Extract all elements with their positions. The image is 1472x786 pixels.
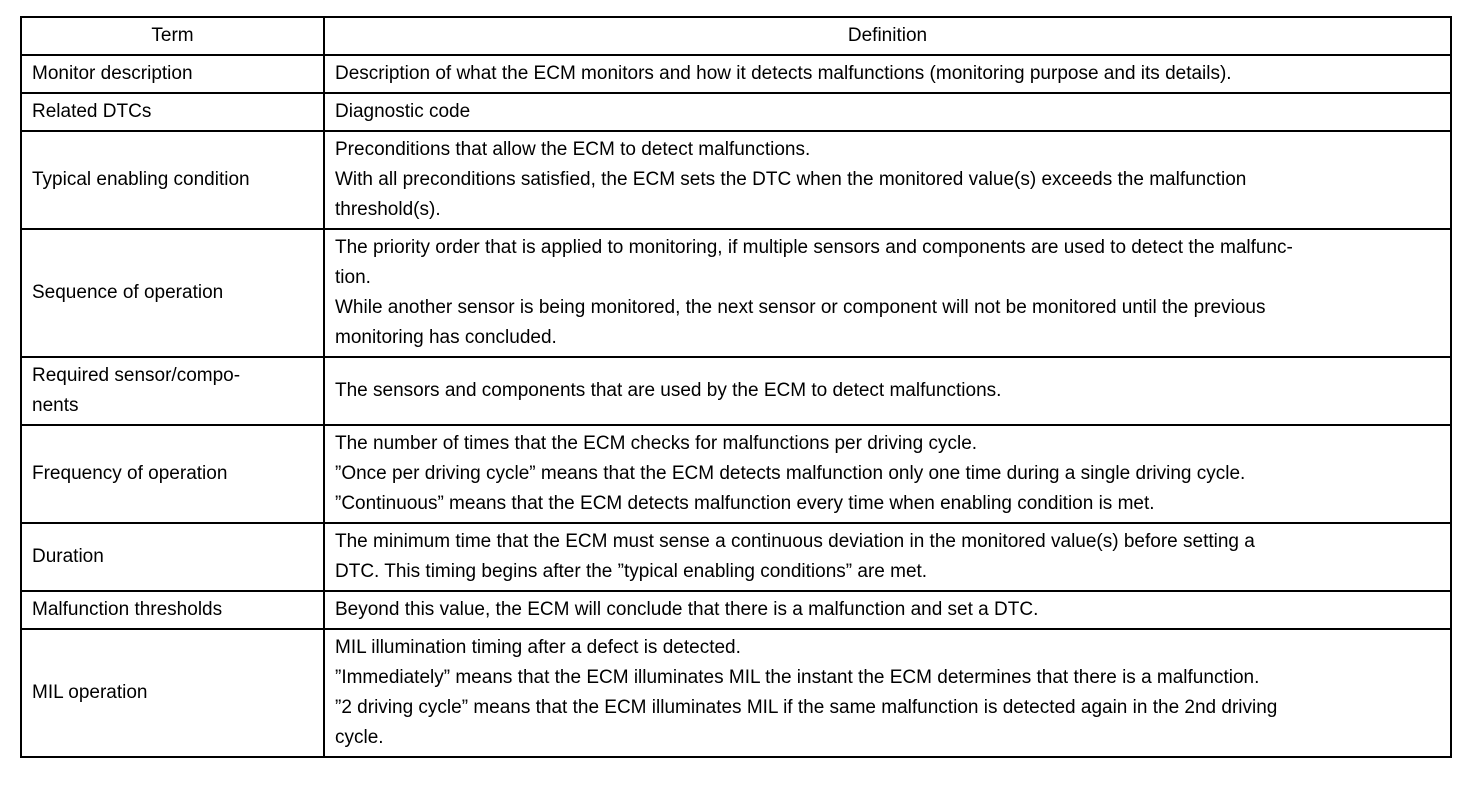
definition-text-line: Beyond this value, the ECM will conclude that there is a malfunction and set a DTC. — [335, 599, 1039, 620]
definition-text-line: With all preconditions satisfied, the ECM sets the DTC when the monitored value(s) exceeds the malfunction — [335, 169, 1247, 190]
definition-text-line: tion. — [335, 267, 371, 288]
definition-cell — [324, 93, 1451, 131]
table-row — [21, 357, 1451, 425]
header-row — [21, 17, 1451, 55]
term-cell — [21, 591, 324, 629]
definition-text-line: The number of times that the ECM checks for malfunctions per driving cycle. — [335, 433, 978, 454]
definition-cell — [324, 131, 1451, 229]
definition-text-line: ”2 driving cycle” means that the ECM illuminates MIL if the same malfunction is detected again in the 2nd driving — [335, 697, 1278, 718]
definition-text-line: monitoring has concluded. — [335, 327, 557, 348]
definition-text-line: ”Once per driving cycle” means that the ECM detects malfunction only one time during a single driving cycle. — [335, 463, 1246, 484]
definition-cell — [324, 523, 1451, 591]
definition-cell — [324, 357, 1451, 425]
table-row — [21, 229, 1451, 357]
table-row — [21, 629, 1451, 757]
term-text-line: Duration — [32, 546, 104, 567]
term-text-line: Malfunction thresholds — [32, 599, 223, 620]
definition-cell — [324, 55, 1451, 93]
definitions-table — [20, 16, 1452, 758]
table-row — [21, 93, 1451, 131]
term-text-line: nents — [32, 395, 79, 416]
definition-text-line: Preconditions that allow the ECM to detect malfunctions. — [335, 139, 811, 160]
definition-text-line: The priority order that is applied to monitoring, if multiple sensors and components are used to detect the malfunc- — [335, 237, 1293, 258]
definition-text-line: Diagnostic code — [335, 101, 471, 122]
term-cell — [21, 93, 324, 131]
definition-cell — [324, 591, 1451, 629]
definition-cell — [324, 229, 1451, 357]
definition-text-line: ”Continuous” means that the ECM detects malfunction every time when enabling condition is met. — [335, 493, 1155, 514]
definition-text-line: ”Immediately” means that the ECM illuminates MIL the instant the ECM determines that there is a malfunction. — [335, 667, 1260, 688]
definition-column-header: Definition — [324, 17, 1451, 55]
term-cell — [21, 425, 324, 523]
term-text-line: Typical enabling condition — [32, 169, 250, 190]
term-cell — [21, 229, 324, 357]
term-text-line: MIL operation — [32, 682, 148, 703]
term-column-header: Term — [21, 17, 324, 55]
definition-text-line: While another sensor is being monitored, the next sensor or component will not be monitored until the previous — [335, 297, 1266, 318]
definition-text-line: threshold(s). — [335, 199, 441, 220]
table-row — [21, 425, 1451, 523]
term-text-line: Monitor description — [32, 63, 193, 84]
definition-text-line: DTC. This timing begins after the ”typical enabling conditions” are met. — [335, 561, 928, 582]
table-row — [21, 55, 1451, 93]
term-cell — [21, 629, 324, 757]
term-text-line: Related DTCs — [32, 101, 152, 122]
definition-text-line: cycle. — [335, 727, 384, 748]
definition-cell — [324, 629, 1451, 757]
table-row — [21, 131, 1451, 229]
term-cell — [21, 55, 324, 93]
definition-text-line: MIL illumination timing after a defect is detected. — [335, 637, 741, 658]
table-row — [21, 523, 1451, 591]
term-cell — [21, 131, 324, 229]
term-cell — [21, 357, 324, 425]
definition-text-line: The minimum time that the ECM must sense a continuous deviation in the monitored value(s) before setting a — [335, 531, 1255, 552]
definition-text-line: Description of what the ECM monitors and how it detects malfunctions (monitoring purpose and its details). — [335, 63, 1232, 84]
term-cell — [21, 523, 324, 591]
term-text-line: Sequence of operation — [32, 282, 224, 303]
term-text-line: Frequency of operation — [32, 463, 228, 484]
term-text-line: Required sensor/compo- — [32, 365, 241, 386]
definition-text-line: The sensors and components that are used by the ECM to detect malfunctions. — [335, 380, 1002, 401]
table-row — [21, 591, 1451, 629]
definition-cell — [324, 425, 1451, 523]
